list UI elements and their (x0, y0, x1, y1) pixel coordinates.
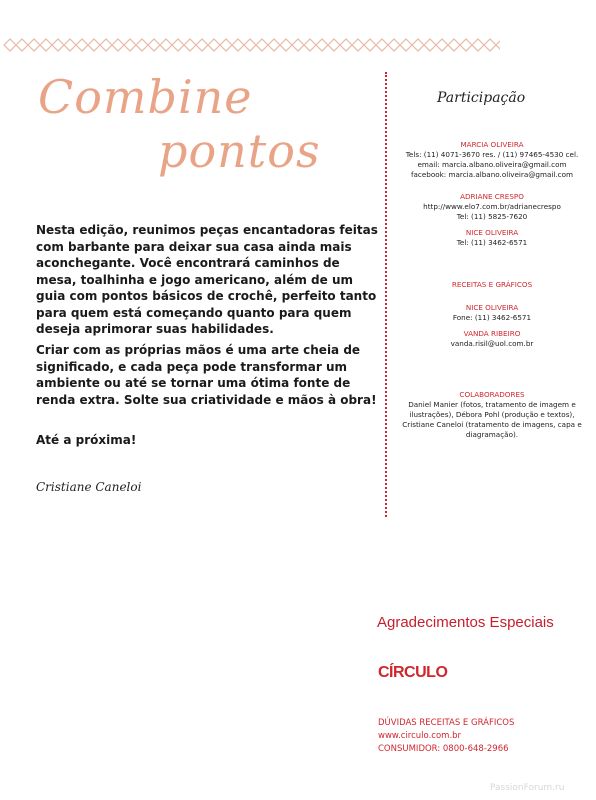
intro-paragraph: Nesta edição, reunimos peças encantadoras feitas com barbante para deixar sua casa ainda mais aconchegante. Você encontrará caminhos de mesa, toalhinha e jogo americano, além de um guia com pontos básicos de crochê, perfeito tanto para quem está começando quanto para quem deseja aprimorar suas habilidades. (36, 223, 378, 336)
contact-block (378, 717, 514, 756)
credit-name: NICE OLIVEIRA (465, 303, 519, 312)
band-diamond (376, 39, 388, 51)
band-diamond (100, 39, 112, 51)
band-diamond (160, 39, 172, 51)
agradecimentos-heading: Agradecimentos Especiais (377, 614, 554, 631)
band-diamond (424, 39, 436, 51)
band-diamond (244, 39, 256, 51)
band-diamond (436, 39, 448, 51)
band-diamond (196, 39, 208, 51)
credit-nice (394, 228, 590, 248)
credit-tels: Tels: (11) 4071-3670 res. / (11) 97465-4530 cel. (405, 150, 579, 159)
band-diamond (460, 39, 472, 51)
band-diamond (220, 39, 232, 51)
band-diamond (40, 39, 52, 51)
band-diamond (340, 39, 352, 51)
band-diamond (64, 39, 76, 51)
band-diamond (364, 39, 376, 51)
band-diamond (88, 39, 100, 51)
band-diamond (124, 39, 136, 51)
credit-facebook: facebook: marcia.albano.oliveira@gmail.com (410, 170, 574, 179)
band-diamond (208, 39, 220, 51)
colaboradores-heading: COLABORADORES (459, 390, 525, 399)
consumidor-line: CONSUMIDOR: 0800-648-2966 (378, 744, 509, 754)
band-diamond (136, 39, 148, 51)
receitas-heading: RECEITAS E GRÁFICOS (451, 280, 533, 289)
credit-colaboradores (394, 390, 590, 440)
participacao-heading: Participação (437, 90, 526, 106)
band-diamond (400, 39, 412, 51)
band-diamond (148, 39, 160, 51)
band-diamond (316, 39, 328, 51)
watermark: PassionForum.ru (490, 783, 565, 793)
page-title-line2: pontos (158, 124, 321, 178)
credit-tel: Tel: (11) 5825-7620 (456, 212, 528, 221)
band-diamond (304, 39, 316, 51)
colaboradores-text: Daniel Manier (fotos, tratamento de imagem e ilustrações), Débora Pohl (produção e textos), Cristiane Caneloi (tratamento de imagens, capa e diagramação). (402, 400, 582, 439)
band-diamond (472, 39, 484, 51)
band-diamond (232, 39, 244, 51)
credit-nice-receitas (394, 303, 590, 323)
credit-vanda (394, 329, 590, 349)
band-diamond (496, 39, 500, 51)
band-diamond (328, 39, 340, 51)
credit-fone: Fone: (11) 3462-6571 (452, 313, 532, 322)
band-diamond (280, 39, 292, 51)
band-diamond (448, 39, 460, 51)
band-diamond (172, 39, 184, 51)
duvidas-line: DÚVIDAS RECEITAS E GRÁFICOS (378, 718, 515, 728)
credit-email: email: marcia.albano.oliveira@gmail.com (417, 160, 567, 169)
dotted-divider (385, 72, 387, 517)
band-diamond (352, 39, 364, 51)
credit-name: VANDA RIBEIRO (463, 329, 521, 338)
band-diamond (4, 39, 16, 51)
band-diamond (184, 39, 196, 51)
second-paragraph: Criar com as próprias mãos é uma arte cheia de significado, e cada peça pode transformar um ambiente ou até se tornar uma ótima fonte de renda extra. Solte sua criatividade e mãos à obra! (36, 343, 377, 407)
closing-line: Até a próxima! (36, 433, 137, 447)
band-diamond (28, 39, 40, 51)
credit-email: vanda.risil@uol.com.br (450, 339, 534, 348)
band-diamond (76, 39, 88, 51)
signature: Cristiane Caneloi (36, 480, 142, 494)
credit-adriane (394, 192, 590, 222)
page-title-line1: Combine (38, 70, 253, 124)
credit-name: ADRIANE CRESPO (460, 192, 524, 201)
band-diamond (388, 39, 400, 51)
band-diamond (484, 39, 496, 51)
band-diamond (16, 39, 28, 51)
band-diamond (412, 39, 424, 51)
credit-url: http://www.elo7.com.br/adrianecrespo (423, 202, 561, 211)
band-diamond (256, 39, 268, 51)
site-link[interactable]: www.circulo.com.br (378, 731, 462, 741)
decorative-diamond-band (0, 36, 500, 54)
band-diamond (292, 39, 304, 51)
band-diamond (52, 39, 64, 51)
band-diamond (112, 39, 124, 51)
circulo-logo: CÍRCULO (378, 664, 448, 681)
credit-marcia (394, 140, 590, 180)
band-diamond (268, 39, 280, 51)
credit-name: MARCIA OLIVEIRA (460, 140, 524, 149)
credit-name: NICE OLIVEIRA (465, 228, 519, 237)
credit-tel: Tel: (11) 3462-6571 (456, 238, 528, 247)
